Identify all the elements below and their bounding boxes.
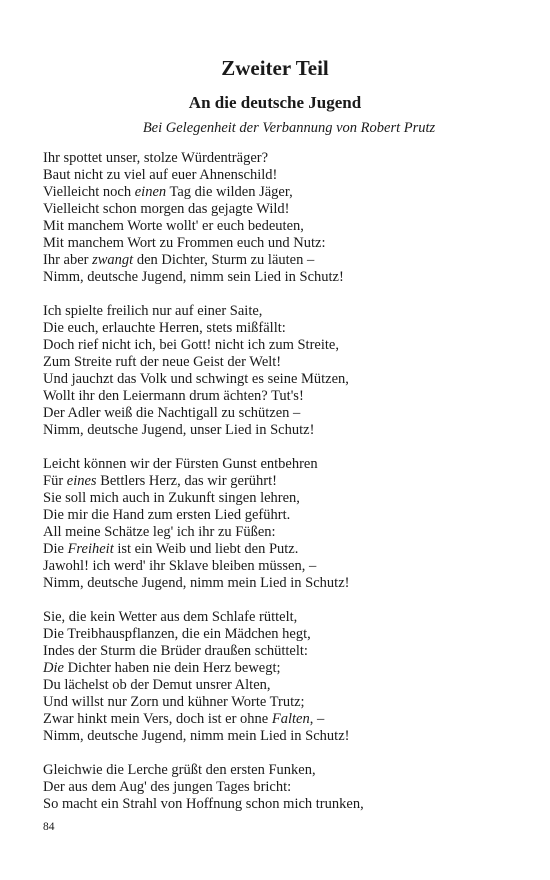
verse-line [43, 218, 523, 235]
verse-line [43, 167, 523, 184]
verse-text: Zum Streite ruft der neue Geist der Welt! [43, 354, 282, 370]
verse-text: Gleichwie die Lerche grüßt den ersten Funken, [43, 762, 316, 778]
verse-text: Dichter haben nie dein Herz bewegt; [63, 660, 281, 676]
verse-line [43, 575, 523, 592]
verse-text: Ihr aber [43, 252, 93, 268]
verse-line [43, 609, 523, 626]
verse-line [43, 473, 523, 490]
verse-text: Der Adler weiß die Nachtigall zu schützen – [43, 405, 301, 421]
verse-line [43, 201, 523, 218]
verse-text: Mit manchem Worte wollt' er euch bedeuten, [43, 218, 304, 234]
stanza [43, 762, 523, 813]
verse-text: Mit manchem Wort zu Frommen euch und Nutz: [43, 235, 326, 251]
verse-text: Jawohl! ich werd' ihr Sklave bleiben müssen, – [43, 558, 317, 574]
verse-text: Die euch, erlauchte Herren, stets mißfällt: [43, 320, 286, 336]
stanza [43, 303, 523, 439]
verse-text: Vielleicht noch [43, 184, 135, 200]
verse-line [43, 558, 523, 575]
poem-title: An die deutsche Jugend [188, 93, 362, 112]
verse-text: den Dichter, Sturm zu läuten – [133, 252, 315, 268]
verse-text: Sie soll mich auch in Zukunft singen lehren, [43, 490, 300, 506]
verse-line [43, 354, 523, 371]
verse-text: , – [309, 711, 325, 727]
poem-subtitle: Bei Gelegenheit der Verbannung von Robert Prutz [142, 120, 436, 136]
verse-text: Du lächelst ob der Demut unsrer Alten, [43, 677, 271, 693]
verse-text: Sie, die kein Wetter aus dem Schlafe rüttelt, [43, 609, 298, 625]
emphasized-text: Freiheit [67, 541, 114, 557]
verse-line [43, 711, 523, 728]
stanza [43, 150, 523, 286]
verse-text: Ihr spottet unser, stolze Würdenträger? [43, 150, 269, 166]
verse-line [43, 643, 523, 660]
verse-line [43, 762, 523, 779]
verse-text: Baut nicht zu viel auf euer Ahnenschild! [43, 167, 278, 183]
stanza [43, 609, 523, 745]
verse-text: Nimm, deutsche Jugend, nimm sein Lied in Schutz! [43, 269, 344, 285]
verse-text: Nimm, deutsche Jugend, nimm mein Lied in Schutz! [43, 728, 350, 744]
verse-text: All meine Schätze leg' ich ihr zu Füßen: [43, 524, 276, 540]
verse-line [43, 796, 523, 813]
emphasized-text: Die [43, 660, 64, 676]
verse-line [43, 779, 523, 796]
verse-line [43, 524, 523, 541]
emphasized-text: zwangt [92, 252, 134, 268]
verse-text: Nimm, deutsche Jugend, unser Lied in Schutz! [43, 422, 315, 438]
verse-line [43, 490, 523, 507]
verse-line [43, 320, 523, 337]
verse-line [43, 507, 523, 524]
verse-line [43, 235, 523, 252]
verse-line [43, 405, 523, 422]
verse-line [43, 388, 523, 405]
verse-text: So macht ein Strahl von Hoffnung schon mich trunken, [43, 796, 364, 812]
verse-text: Tag die wilden Jäger, [166, 184, 293, 200]
verse-text: Die Treibhauspflanzen, die ein Mädchen hegt, [43, 626, 311, 642]
verse-text: Die mir die Hand zum ersten Lied geführt. [43, 507, 291, 523]
verse-line [43, 541, 523, 558]
verse-text: Ich spielte freilich nur auf einer Saite, [43, 303, 263, 319]
verse-line [43, 150, 523, 167]
verse-line [43, 269, 523, 286]
verse-line [43, 626, 523, 643]
verse-line [43, 694, 523, 711]
verse-text: Die [43, 541, 68, 557]
emphasized-text: einen [134, 184, 167, 200]
verse-line [43, 728, 523, 745]
verse-line [43, 303, 523, 320]
verse-text: Doch rief nicht ich, bei Gott! nicht ich zum Streite, [43, 337, 339, 353]
verse-text: Zwar hinkt mein Vers, doch ist er ohne [43, 711, 272, 727]
verse-text: Indes der Sturm die Brüder draußen schüttelt: [43, 643, 308, 659]
verse-text: Nimm, deutsche Jugend, nimm mein Lied in Schutz! [43, 575, 350, 591]
stanza [43, 456, 523, 592]
emphasized-text: eines [66, 473, 97, 489]
verse-line [43, 252, 523, 269]
verse-text: Wollt ihr den Leiermann drum ächten? Tut's! [43, 388, 304, 404]
verse-line [43, 422, 523, 439]
verse-text: Leicht können wir der Fürsten Gunst entbehren [43, 456, 318, 472]
verse-text: Der aus dem Aug' des jungen Tages bricht: [43, 779, 292, 795]
verse-line [43, 371, 523, 388]
verse-line [43, 184, 523, 201]
verse-text: Und willst nur Zorn und kühner Worte Trutz; [43, 694, 305, 710]
verse-text: Vielleicht schon morgen das gejagte Wild! [43, 201, 290, 217]
poem-body [43, 150, 523, 830]
page-number: 84 [43, 821, 55, 833]
verse-text: ist ein Weib und liebt den Putz. [113, 541, 299, 557]
verse-line [43, 456, 523, 473]
verse-line [43, 337, 523, 354]
verse-text: Bettlers Herz, das wir gerührt! [96, 473, 277, 489]
verse-line [43, 677, 523, 694]
verse-text: Und jauchzt das Volk und schwingt es seine Mützen, [43, 371, 349, 387]
verse-line [43, 660, 523, 677]
part-title: Zweiter Teil [221, 56, 329, 80]
verse-text: Für [43, 473, 67, 489]
emphasized-text: Falten [271, 711, 310, 727]
